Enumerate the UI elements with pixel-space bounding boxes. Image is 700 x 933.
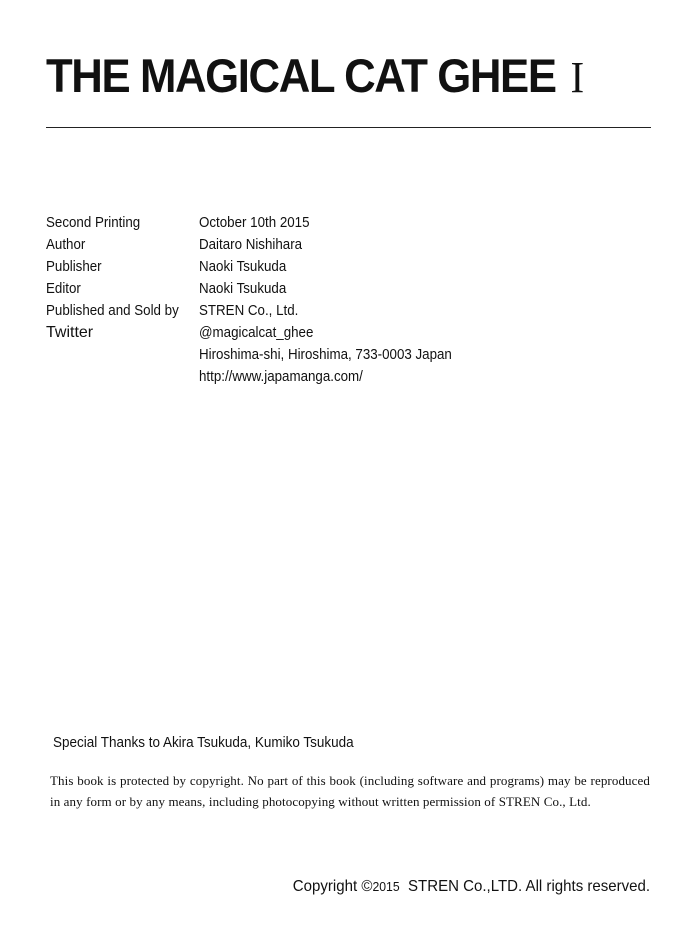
colophon-value: Daitaro Nishihara	[199, 237, 303, 253]
colophon-row-publisher	[46, 256, 606, 278]
colophon-label	[46, 344, 187, 366]
colophon-row-address	[46, 344, 606, 366]
book-title-text: THE MAGICAL CAT GHEE	[46, 49, 556, 102]
copyright-prefix: Copyright ©	[292, 878, 373, 895]
colophon-value: October 10th 2015	[199, 215, 310, 231]
colophon-row-printing	[46, 212, 606, 234]
colophon-label	[46, 366, 187, 388]
copyright-year: 2015	[372, 879, 400, 894]
colophon-label: Published and Sold by	[46, 303, 179, 319]
book-title	[46, 46, 584, 108]
colophon-value: Naoki Tsukuda	[199, 259, 287, 275]
colophon-label: Editor	[46, 281, 81, 297]
colophon-table	[46, 212, 606, 388]
colophon-value: STREN Co., Ltd.	[199, 303, 299, 319]
colophon-row-twitter	[46, 322, 606, 344]
twitter-handle: @magicalcat_ghee	[199, 325, 314, 341]
special-thanks: Special Thanks to Akira Tsukuda, Kumiko Tsukuda	[53, 735, 354, 751]
volume-numeral: I	[570, 53, 585, 102]
colophon-row-author	[46, 234, 606, 256]
colophon-row-seller	[46, 300, 606, 322]
copyright-line	[293, 876, 650, 898]
colophon-label: Twitter	[46, 324, 94, 341]
colophon-label: Publisher	[46, 259, 102, 275]
title-divider	[46, 127, 651, 128]
copyright-suffix: STREN Co.,LTD. All rights reserved.	[399, 878, 650, 895]
colophon-row-website	[46, 366, 606, 388]
publisher-address: Hiroshima-shi, Hiroshima, 733-0003 Japan	[199, 347, 452, 363]
copyright-notice: This book is protected by copyright. No part of this book (including software and programs) may be reproduced in any form or by any means, including photocopying without written permission of STREN Co., Ltd.	[50, 773, 650, 809]
colophon-row-editor	[46, 278, 606, 300]
colophon-label: Second Printing	[46, 215, 141, 231]
publisher-website: http://www.japamanga.com/	[199, 369, 363, 385]
colophon-value: Naoki Tsukuda	[199, 281, 287, 297]
colophon-label: Author	[46, 237, 86, 253]
